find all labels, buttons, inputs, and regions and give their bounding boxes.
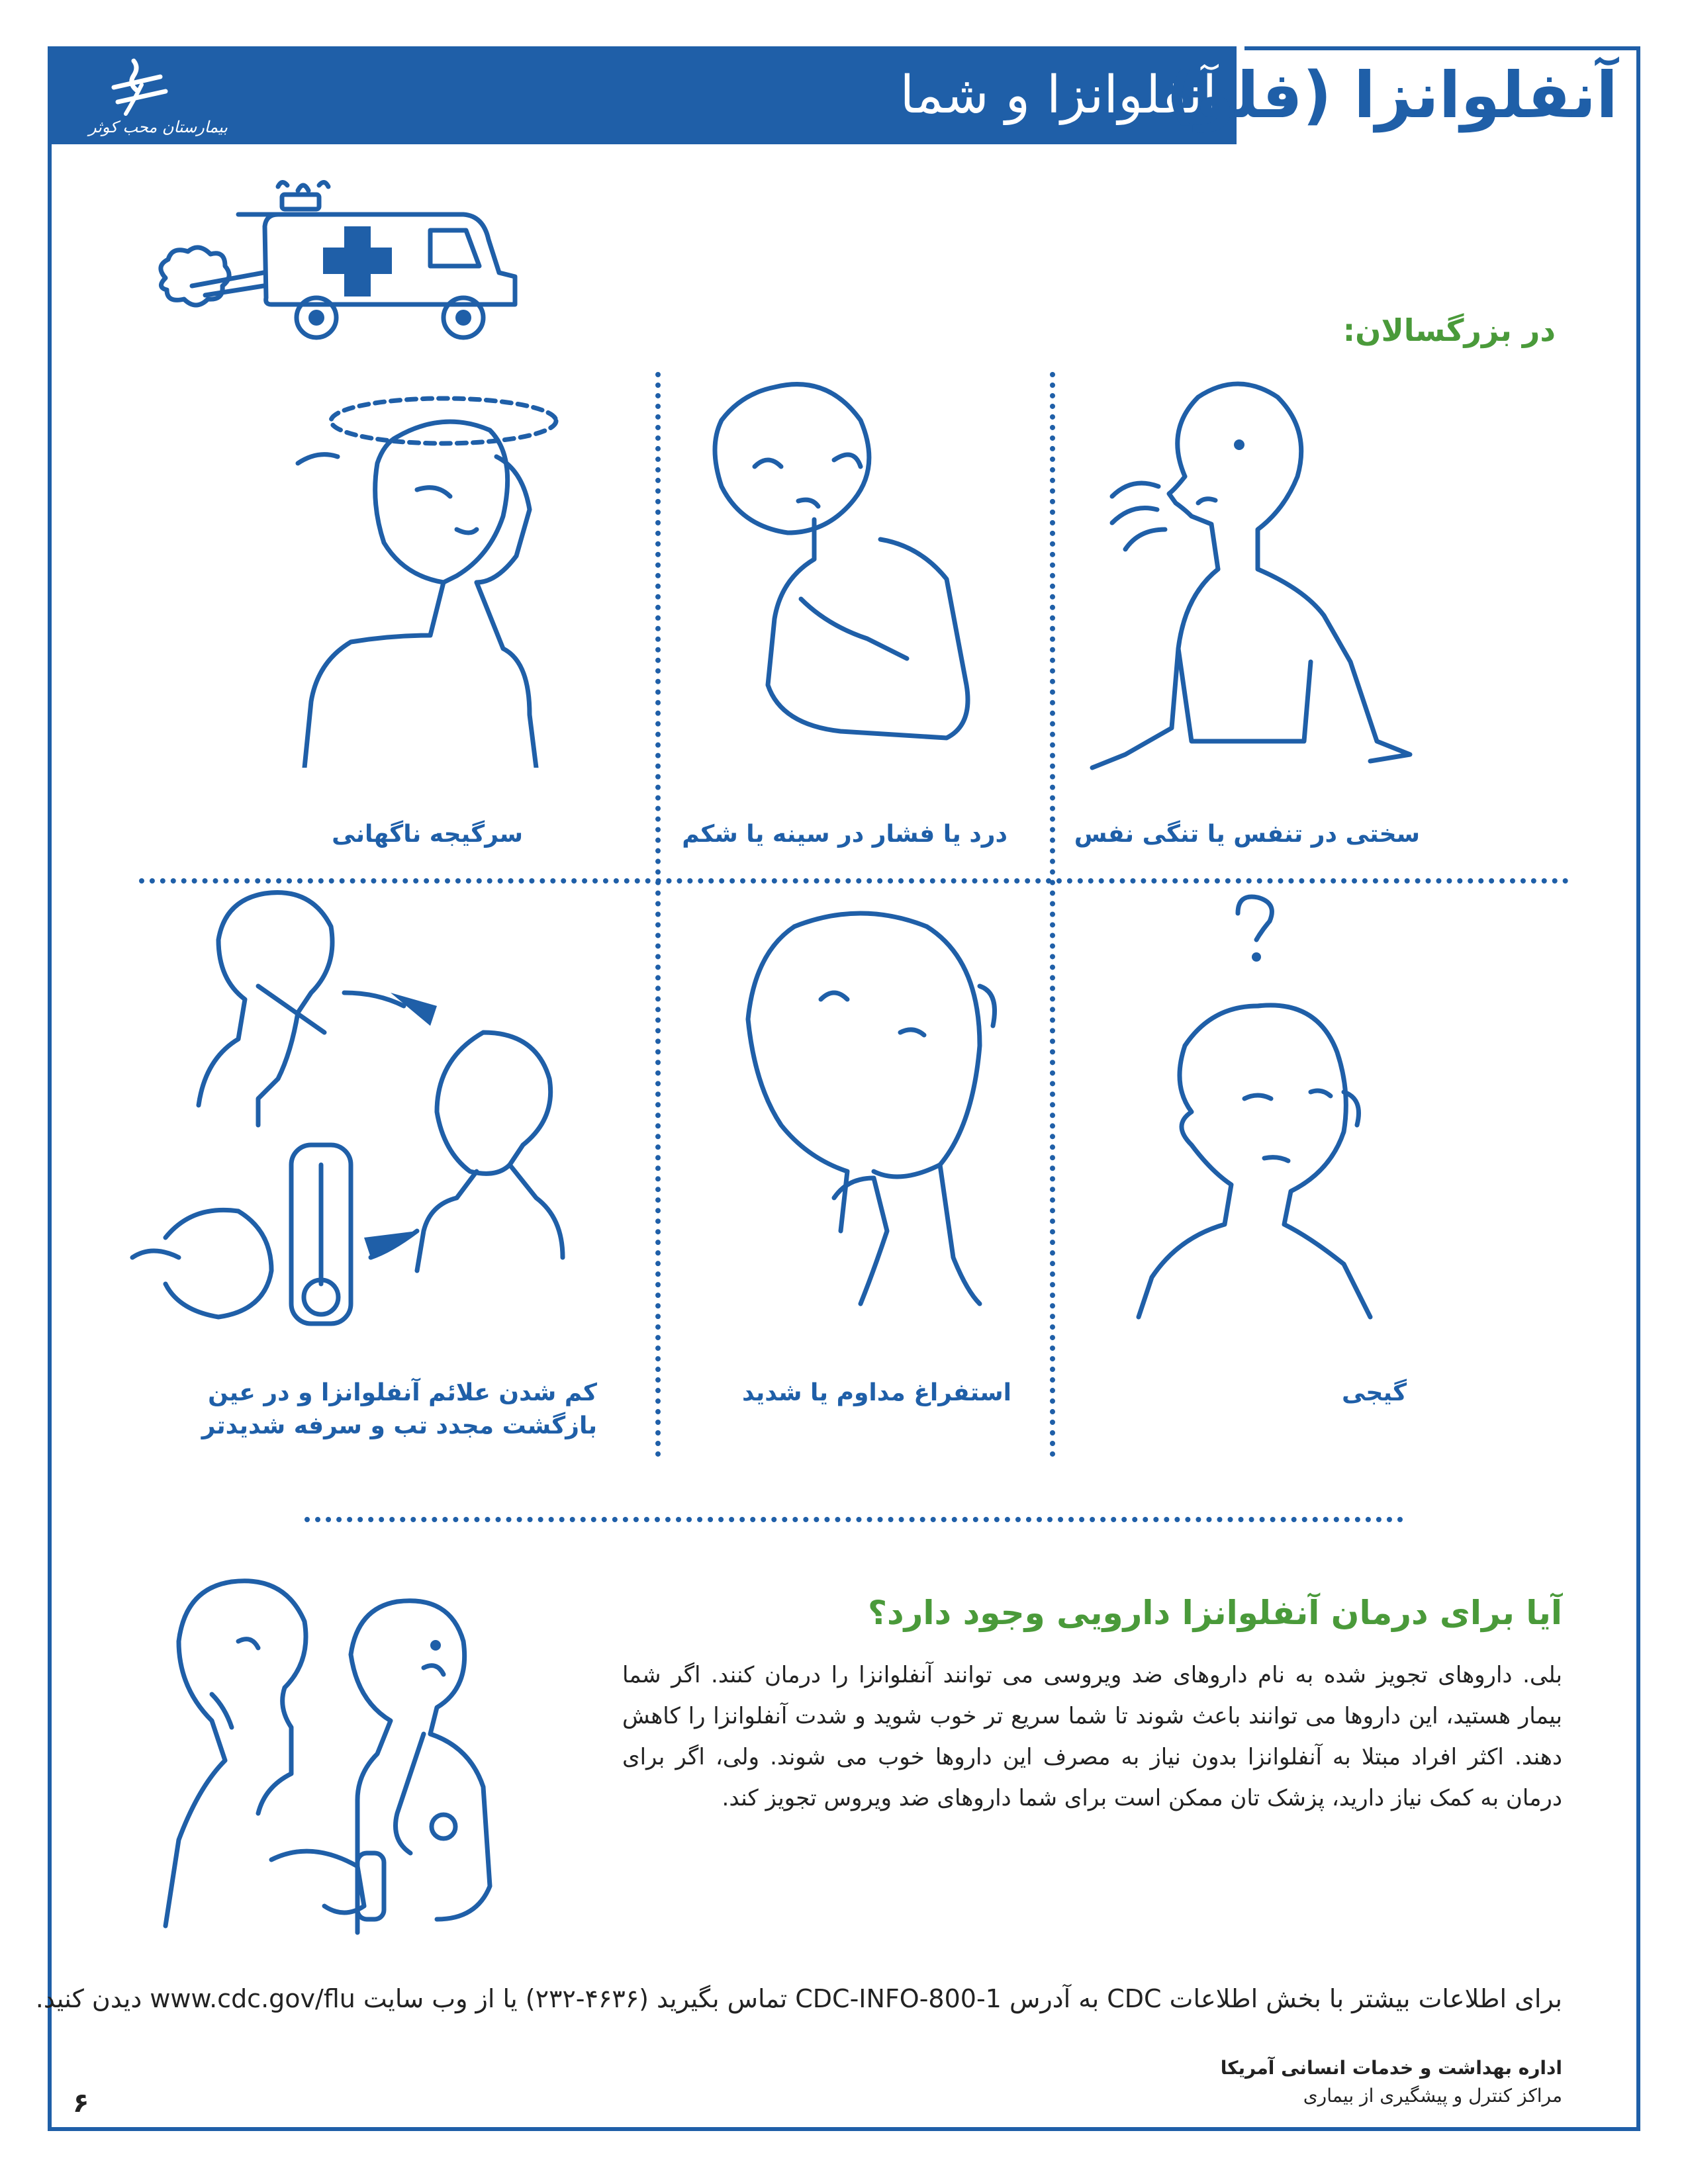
symptom-label: گیجی [1342, 1379, 1407, 1406]
symptom-label: سختی در تنفس یا تنگی نفس [1074, 821, 1420, 848]
adults-section-title: در بزرگسالان: [1342, 312, 1556, 348]
vomiting-illustration [702, 887, 1033, 1310]
symptom-label: کم شدن علائم آنفلوانزا و در عین بازگشت مجدد تب و سرفه شدیدتر [201, 1379, 597, 1439]
footer-info: برای اطلاعات بیشتر با بخش اطلاعات CDC به آدرس 1-800-CDC-INFO تماس بگیرید (۴۶۳۶-۲۳۲) یا از وب سایت www.cdc.gov/flu دیدن کنید. [35, 1984, 1562, 2013]
page-number: ۶ [73, 2088, 89, 2118]
chest-pain-illustration [682, 381, 1026, 764]
ambulance-icon [152, 173, 543, 372]
page-title: آنفلوانزا (فلو) [1166, 58, 1618, 132]
grid-divider [139, 878, 1569, 884]
symptom-label: درد یا فشار در سینه یا شکم [682, 821, 1008, 848]
symptom-label: استفراغ مداوم یا شدید [741, 1379, 1011, 1406]
logo-text: بیمارستان محب کوثر [89, 118, 228, 136]
agency-name: اداره بهداشت و خدمات انسانی آمریکا [1220, 2057, 1562, 2079]
grid-divider [1050, 372, 1055, 1457]
confusion-illustration [1092, 893, 1436, 1330]
symptom-label: سرگیجه ناگهانی [332, 821, 523, 848]
section-divider [305, 1517, 1403, 1522]
agency-subtitle: مراکز کنترل و پیشگیری از بیماری [1303, 2085, 1562, 2107]
doctor-patient-illustration [159, 1575, 609, 1939]
header-subtitle: آنفلوانزا و شما [900, 66, 1217, 125]
breathing-difficulty-illustration [1086, 371, 1430, 807]
grid-divider [655, 372, 661, 1457]
header [48, 46, 1640, 144]
fever-return-illustration [126, 887, 616, 1350]
treatment-body: بلی. داروهای تجویز شده به نام داروهای ضد ویروسی می توانند آنفلوانزا را درمان کنند. اگر شما بیمار هستید، این داروها می توانند باعث شوند تا شما سریع تر خوب شوید و شدت آنفلوانزا را کاهش دهند. اکثر افراد مبتلا به آنفلوانزا بدون نیاز به مصرف این داروها خوب می شوند. ولی، اگر برای درمان به کمک نیاز دارید، پزشک تان ممکن است برای شما داروهای ضد ویروس تجویز کند. [622, 1662, 1562, 1811]
treatment-question: آیا برای درمان آنفلوانزا دارویی وجود دارد؟ [867, 1594, 1562, 1632]
dizziness-illustration [278, 384, 622, 768]
